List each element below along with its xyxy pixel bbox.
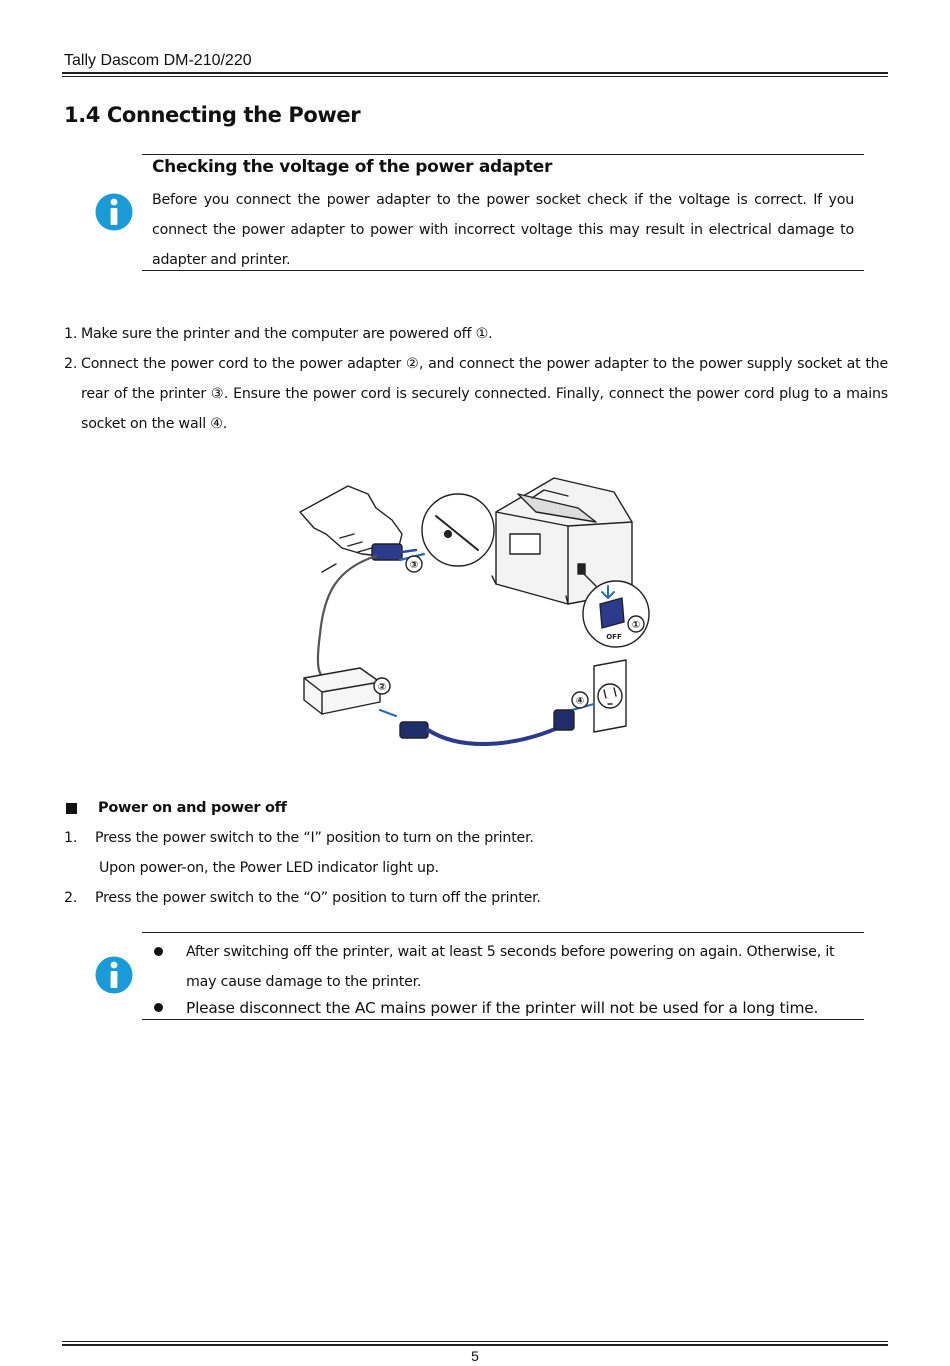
page-number: 5 (471, 1348, 479, 1364)
square-bullet-icon (66, 803, 77, 814)
step-number: 1. (64, 326, 78, 342)
power-heading: Power on and power off (98, 800, 287, 816)
info-icon (95, 193, 133, 231)
bullet-dot-icon (154, 1003, 163, 1012)
callout-1: ① (631, 620, 641, 631)
list-number: 2. (64, 890, 78, 906)
footer-rule (62, 1344, 888, 1346)
note-heading: Checking the voltage of the power adapter (152, 157, 553, 177)
note-text: Before you connect the power adapter to the power socket check if the voltage is correct. If you connect the power adapter to power with incorrect voltage this may result in electrical damage to adapter and printer. (152, 192, 854, 268)
step-text: Connect the power cord to the power adapter ②, and connect the power adapter to the power supply socket at the rear of the printer ③. Ensure the power cord is securely connected. Finally, connect the power cord plug to a mains socket on the wall ④. (81, 356, 888, 432)
power-note (142, 932, 864, 1020)
footer-rule-thin (62, 1341, 888, 1342)
note-bullet: Please disconnect the AC mains power if the printer will not be used for a long time. (186, 999, 819, 1017)
list-text: Press the power switch to the “O” position to turn off the printer. (95, 890, 541, 906)
list-number: 1. (64, 830, 78, 846)
note-bullet: After switching off the printer, wait at least 5 seconds before powering on again. Otherwise, it may cause damage to the printer. (186, 944, 835, 990)
info-icon (95, 956, 133, 994)
callout-4: ④ (575, 696, 585, 707)
power-connection-illustration (296, 464, 666, 764)
list-subtext: Upon power-on, the Power LED indicator light up. (99, 860, 439, 876)
bullet-dot-icon (154, 947, 163, 956)
step-item (64, 319, 888, 349)
voltage-note (142, 154, 864, 271)
callout-2: ② (377, 682, 387, 693)
list-text: Press the power switch to the “I” position to turn on the printer. (95, 830, 534, 846)
step-number: 2. (64, 356, 78, 372)
step-item (64, 349, 888, 439)
switch-label: OFF (606, 633, 622, 641)
running-header: Tally Dascom DM-210/220 (64, 52, 252, 69)
section-title: 1.4 Connecting the Power (64, 103, 361, 127)
header-rule (62, 72, 888, 74)
step-text: Make sure the printer and the computer are powered off ①. (81, 326, 493, 342)
header-rule-thin (62, 76, 888, 77)
callout-3: ③ (409, 560, 419, 571)
